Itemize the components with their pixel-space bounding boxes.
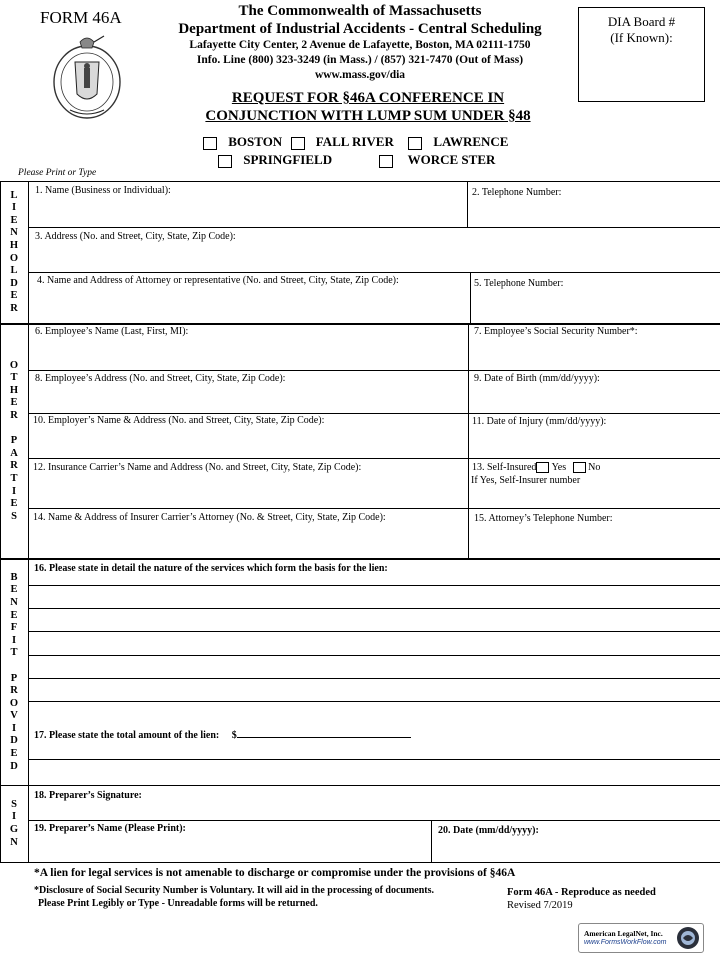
header-line-1: The Commonwealth of Massachusetts xyxy=(238,3,482,19)
vendor-badge[interactable] xyxy=(578,923,704,953)
field-17-label: 17. Please state the total amount of the lien: $ xyxy=(34,730,411,742)
date-input[interactable] xyxy=(436,840,720,862)
section-label-lienholder: L I E N H O L D E R xyxy=(9,189,19,314)
header-line-3: Lafayette City Center, 2 Avenue de Lafayette, Boston, MA 02111-1750 xyxy=(189,39,531,51)
vendor-name: American LegalNet, Inc. xyxy=(584,929,663,938)
currency-symbol: $ xyxy=(231,730,237,741)
name-input[interactable] xyxy=(32,200,466,226)
field-14-label: 14. Name & Address of Insurer Carrier’s Attorney (No. & Street, City, State, Zip Code): xyxy=(33,512,386,523)
field-2-label: 2. Telephone Number: xyxy=(472,187,562,198)
checkbox-self-insured-yes[interactable] xyxy=(536,462,549,473)
field-11-label: 11. Date of Injury (mm/dd/yyyy): xyxy=(472,416,607,427)
field-10-label: 10. Employer’s Name & Address (No. and Street, City, State, Zip Code): xyxy=(33,415,325,426)
footer-form-ref: Form 46A - Reproduce as needed xyxy=(507,887,656,898)
attorney-input[interactable] xyxy=(32,292,470,322)
title-line-1: REQUEST FOR §46A CONFERENCE IN xyxy=(231,90,505,106)
section-label-benefit-provided: B E N E F I T P R O V I D E D xyxy=(9,571,19,772)
telephone-input[interactable] xyxy=(470,200,719,226)
massachusetts-seal xyxy=(50,32,124,120)
dia-board-sub: (If Known): xyxy=(610,30,673,45)
label-boston: BOSTON xyxy=(228,134,283,149)
header-line-5: www.mass.gov/dia xyxy=(314,69,406,81)
footer-note-ssn: *Disclosure of Social Security Number is Voluntary. It will aid in the processing of documents. xyxy=(34,885,435,896)
insurer-attorney-telephone-input[interactable] xyxy=(472,528,720,558)
location-row-2 xyxy=(218,152,495,168)
self-insurer-number-input[interactable] xyxy=(472,489,720,508)
field-18-label: 18. Preparer’s Signature: xyxy=(34,790,142,801)
footer-revised: Revised 7/2019 xyxy=(507,900,573,911)
employer-input[interactable] xyxy=(32,430,468,458)
field-7-label: 7. Employee’s Social Security Number*: xyxy=(474,326,638,337)
field-8-label: 8. Employee’s Address (No. and Street, City, State, Zip Code): xyxy=(35,373,286,384)
ssn-input[interactable] xyxy=(472,342,720,370)
footer-note-print: Please Print Legibly or Type - Unreadable forms will be returned. xyxy=(38,898,318,909)
checkbox-springfield[interactable] xyxy=(218,155,232,168)
label-springfield: SPRINGFIELD xyxy=(243,152,333,167)
injury-date-input[interactable] xyxy=(472,430,720,458)
insurance-carrier-input[interactable] xyxy=(32,478,468,508)
checkbox-fall-river[interactable] xyxy=(291,137,305,150)
checkbox-lawrence[interactable] xyxy=(408,137,422,150)
print-note: Please Print or Type xyxy=(18,168,97,178)
header-line-4: Info. Line (800) 323-3249 (in Mass.) / (857) 321-7470 (Out of Mass) xyxy=(196,54,524,66)
checkbox-worcester[interactable] xyxy=(379,155,393,168)
checkbox-boston[interactable] xyxy=(203,137,217,150)
dia-board-label: DIA Board # xyxy=(607,14,676,29)
field-15-label: 15. Attorney’s Telephone Number: xyxy=(474,513,613,524)
header-line-2: Department of Industrial Accidents - Central Scheduling xyxy=(178,21,542,37)
label-lawrence: LAWRENCE xyxy=(433,134,509,149)
vendor-url: www.FormsWorkFlow.com xyxy=(584,939,667,946)
field-13-label xyxy=(472,462,600,474)
field-5-label: 5. Telephone Number: xyxy=(474,278,564,289)
yes-label: Yes xyxy=(551,462,567,473)
field-16-label: 16. Please state in detail the nature of the services which form the basis for the lien: xyxy=(34,563,388,574)
employee-name-input[interactable] xyxy=(32,342,468,370)
label-fall-river: FALL RIVER xyxy=(315,134,394,149)
field-12-label: 12. Insurance Carrier’s Name and Address (No. and Street, City, State, Zip Code): xyxy=(33,462,362,473)
title-line-2: CONJUNCTION WITH LUMP SUM UNDER §48 xyxy=(205,108,531,124)
field-9-label: 9. Date of Birth (mm/dd/yyyy): xyxy=(474,373,600,384)
section-label-sign: S I G N xyxy=(9,798,19,848)
field-1-label: 1. Name (Business or Individual): xyxy=(35,185,171,196)
address-input[interactable] xyxy=(32,246,720,272)
preparer-signature-input[interactable] xyxy=(32,803,720,820)
checkbox-self-insured-no[interactable] xyxy=(573,462,586,473)
location-row-1 xyxy=(203,134,508,150)
dia-board-box[interactable] xyxy=(578,7,705,102)
field-3-label: 3. Address (No. and Street, City, State, Zip Code): xyxy=(35,231,236,242)
self-insured-label: 13. Self-Insured xyxy=(472,462,537,473)
employee-address-input[interactable] xyxy=(32,388,468,412)
footer-note-lien: *A lien for legal services is not amenable to discharge or compromise under the provisions of §46A xyxy=(34,867,516,879)
form-id: FORM 46A xyxy=(40,8,122,27)
field-4-label: 4. Name and Address of Attorney or representative (No. and Street, City, State, Zip Code): xyxy=(37,275,399,286)
lien-amount-line[interactable] xyxy=(237,737,411,738)
dob-input[interactable] xyxy=(472,388,720,412)
no-label: No xyxy=(588,462,601,473)
label-worcester: WORCE STER xyxy=(407,152,496,167)
field-13-sub-label: If Yes, Self-Insurer number xyxy=(471,475,581,486)
vendor-logo-icon xyxy=(676,926,700,950)
field-6-label: 6. Employee’s Name (Last, First, MI): xyxy=(35,326,189,337)
field-19-label: 19. Preparer’s Name (Please Print): xyxy=(34,823,186,834)
attorney-telephone-input[interactable] xyxy=(474,292,720,322)
section-label-other-parties: O T H E R P A R T I E S xyxy=(9,359,19,522)
field-20-label: 20. Date (mm/dd/yyyy): xyxy=(438,825,539,836)
preparer-name-input[interactable] xyxy=(32,838,432,862)
insurer-attorney-input[interactable] xyxy=(32,528,468,558)
